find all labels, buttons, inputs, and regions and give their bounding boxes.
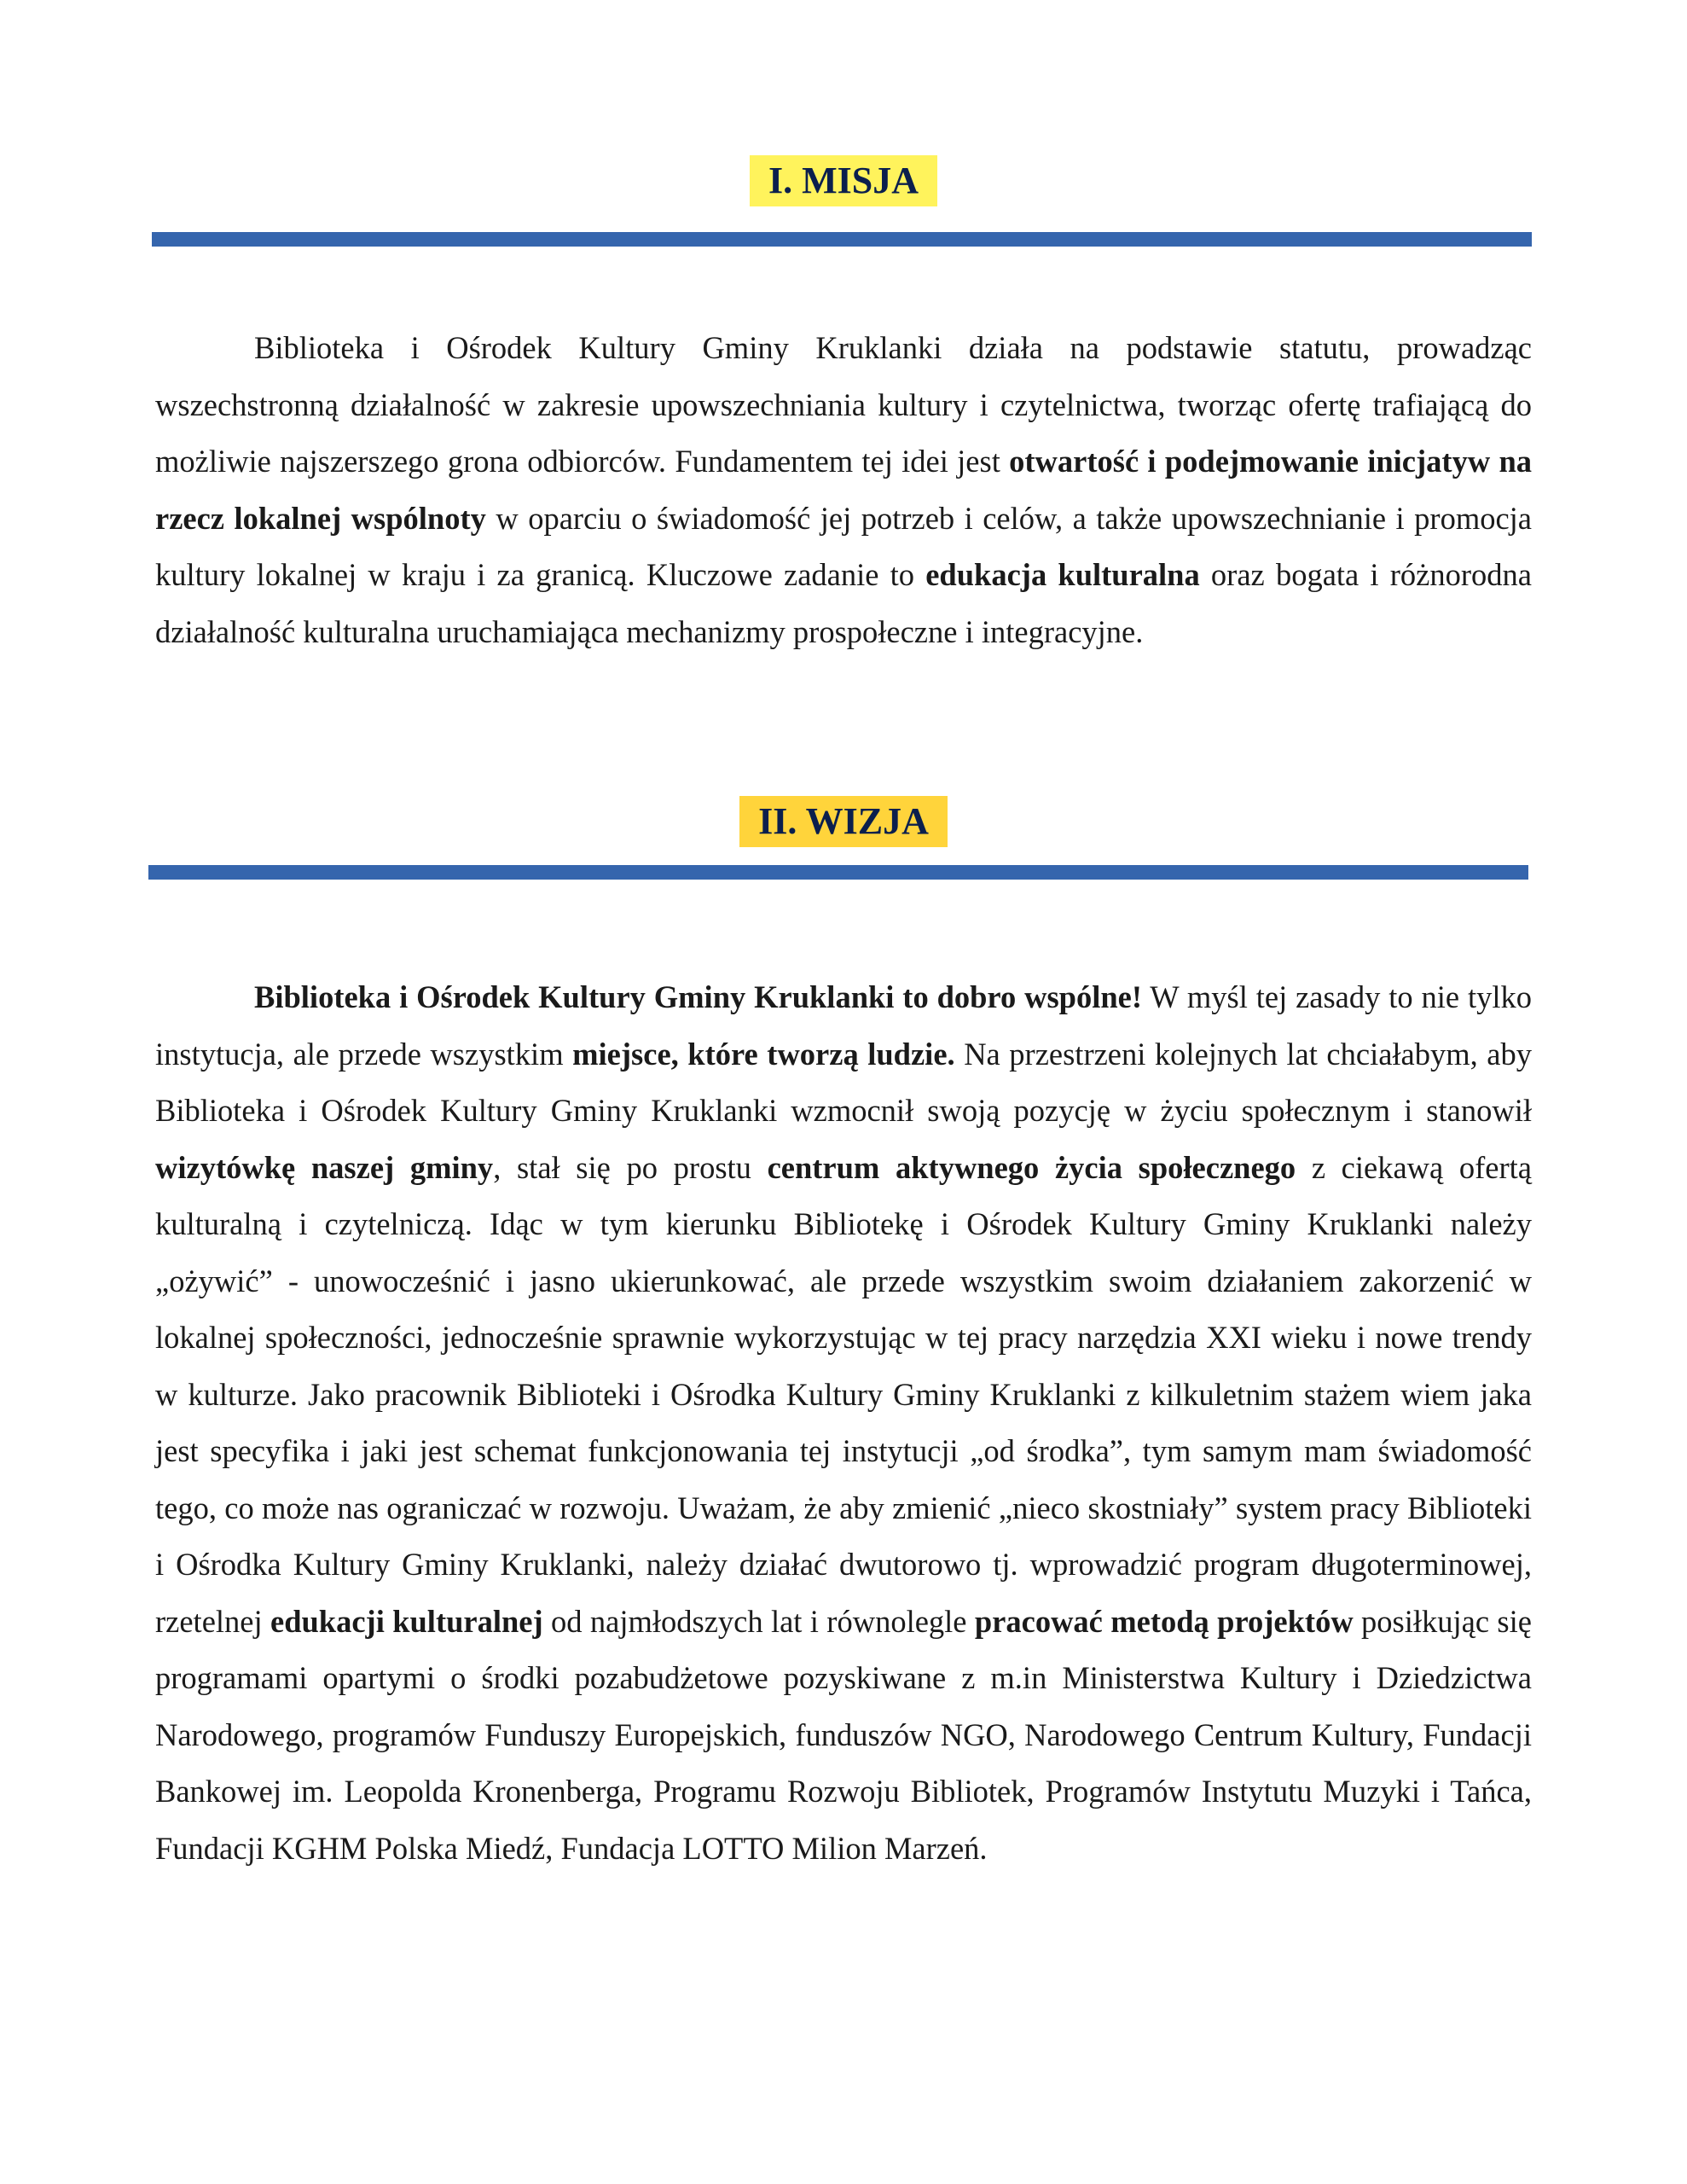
emphasized-text: pracować metodą projektów [974, 1603, 1354, 1639]
emphasized-text: edukacja kulturalna [925, 557, 1200, 592]
mission-paragraph [155, 320, 1532, 660]
body-text: Biblioteka i Ośrodek Kultury Gminy Kruklanki działa na podstawie statutu, prowadząc wszechstronną działalność w zakresie upowszechniania kultury i czytelnictwa, tworząc ofertę trafiającą do możliwie najszerszego grona odbiorców. Fundamentem tej idei jest [155, 330, 1532, 479]
body-text: , stał się po prostu [493, 1149, 768, 1185]
section-divider-wizja [148, 865, 1528, 880]
section-divider-misja [152, 232, 1532, 247]
body-text: W myśl tej zasady to nie tylko instytucja, ale przede wszystkim [155, 979, 1533, 1072]
section-heading-wrap-misja [0, 155, 1687, 206]
body-text: posiłkując się programami opartymi o środki pozabudżetowe pozyskiwane z m.in Ministerstwa Kultury i Dziedzictwa Narodowego, programów Funduszy Europejskich, funduszów NGO, Narodowego Centrum Kultury, Fundacji Bankowej im. Leopolda Kronenberga, Programu Rozwoju Bibliotek, Programów Instytutu Muzyki i Tańca, Fundacji KGHM Polska Miedź, Fundacja LOTTO Milion Marzeń. [155, 1603, 1532, 1866]
body-text: od najmłodszych lat i równolegle [542, 1603, 975, 1639]
section-heading-misja: I. MISJA [750, 155, 937, 206]
emphasized-text: edukacji kulturalnej [270, 1603, 543, 1639]
emphasized-text: otwartość i podejmowanie inicjatyw na rzecz lokalnej wspólnoty [155, 444, 1532, 536]
section-heading-wrap-wizja [0, 796, 1687, 847]
body-text: oraz bogata i różnorodna działalność kulturalna uruchamiająca mechanizmy prospołeczne i integracyjne. [155, 557, 1532, 649]
body-text: w oparciu o świadomość jej potrzeb i celów, a także upowszechnianie i promocja kultury lokalnej w kraju i za granicą. Kluczowe zadanie to [155, 500, 1532, 592]
vision-paragraph [155, 969, 1532, 1877]
emphasized-text: centrum aktywnego życia społecznego [767, 1149, 1296, 1185]
emphasized-text: Biblioteka i Ośrodek Kultury Gminy Kruklanki to dobro wspólne! [254, 979, 1142, 1014]
body-text: z ciekawą ofertą kulturalną i czytelniczą. Idąc w tym kierunku Bibliotekę i Ośrodek Kultury Gminy Kruklanki należy „ożywić” - unowocześnić i jasno ukierunkować, ale przede wszystkim swoim działaniem zakorzenić w lokalnej społeczności, jednocześnie sprawnie wykorzystując w tej pracy narzędzia XXI wieku i nowe trendy w kulturze. Jako pracownik Biblioteki i Ośrodka Kultury Gminy Kruklanki z kilkuletnim stażem wiem jaka jest specyfika i jaki jest schemat funkcjonowania tej instytucji „od środka”, tym samym mam świadomość tego, co może nas ograniczać w rozwoju. Uważam, że aby zmienić „nieco skostniały” system pracy Biblioteki i Ośrodka Kultury Gminy Kruklanki, należy działać dwutorowo tj. wprowadzić program długoterminowej, rzetelnej [155, 1149, 1532, 1639]
emphasized-text: miejsce, które tworzą ludzie. [572, 1036, 955, 1072]
emphasized-text: wizytówkę naszej gminy [155, 1149, 494, 1185]
section-heading-wizja: II. WIZJA [739, 796, 948, 847]
body-text: Na przestrzeni kolejnych lat chciałabym, aby Biblioteka i Ośrodek Kultury Gminy Kruklanki wzmocnił swoją pozycję w życiu społecznym i stanowił [155, 1036, 1533, 1128]
